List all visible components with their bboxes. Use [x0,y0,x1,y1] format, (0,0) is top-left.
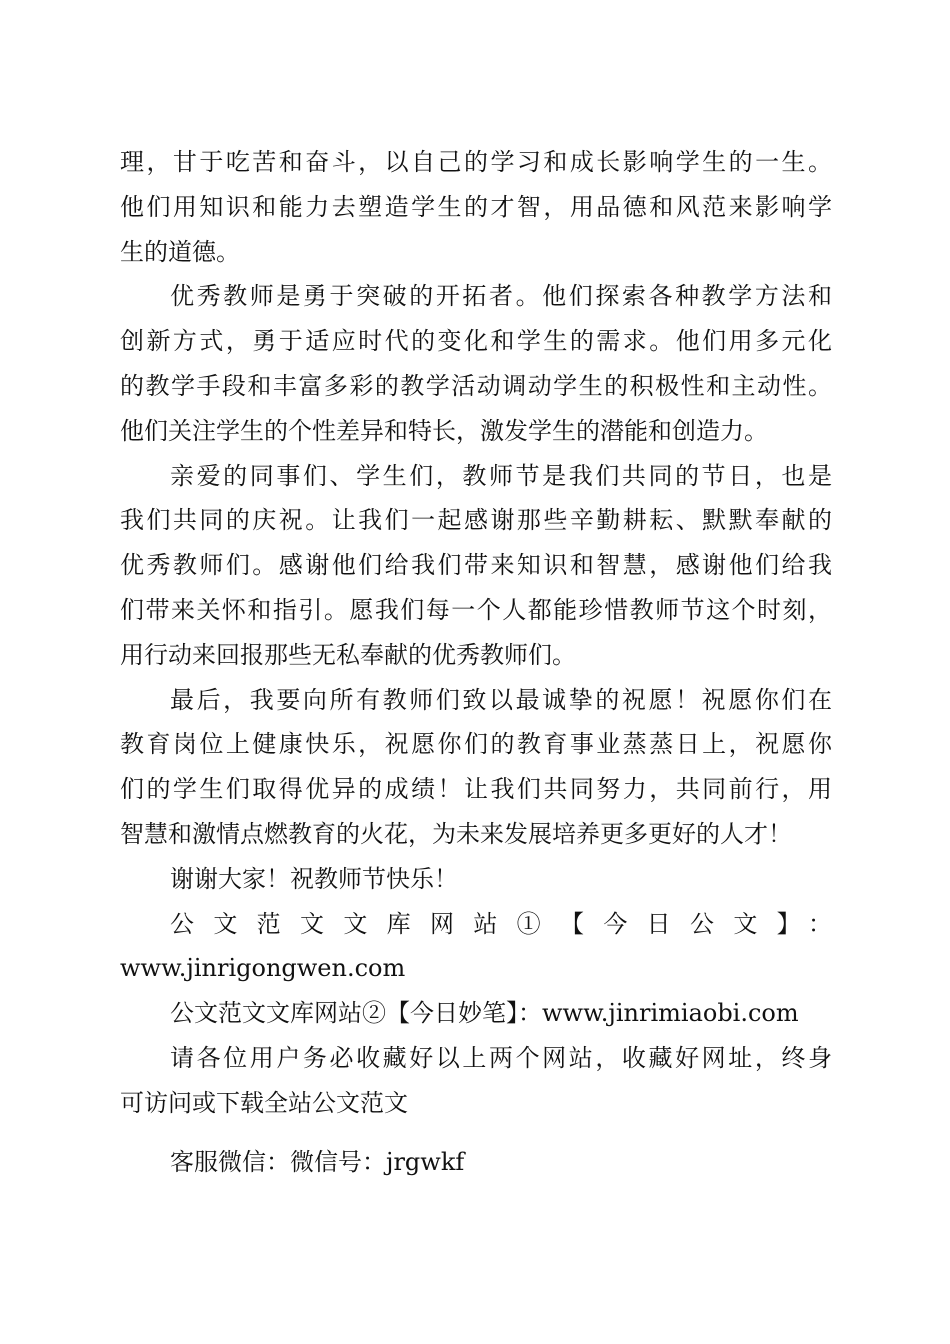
paragraph [120,678,832,857]
text-line: 优秀教师是勇于突破的开拓者。他们探索各种教学方法和 [170,282,832,311]
text-line: 他们用知识和能力去塑造学生的才智，用品德和风范来影响学 [120,192,832,221]
text-line: 的教学手段和丰富多彩的教学活动调动学生的积极性和主动性。 [120,371,832,400]
text-line: 他们关注学生的个性差异和特长，激发学生的潜能和创造力。 [120,416,768,445]
paragraph [120,1036,832,1126]
text-line: 谢谢大家！祝教师节快乐！ [170,864,458,893]
paragraph [120,991,832,1036]
paragraph [120,1140,832,1185]
text-line: 亲爱的同事们、学生们，教师节是我们共同的节日，也是 [170,461,832,490]
text-line: 最后，我要向所有教师们致以最诚挚的祝愿！祝愿你们在 [170,685,832,714]
text-line: www.jinrigongwen.com [120,954,406,983]
text-line: 优秀教师们。感谢他们给我们带来知识和智慧，感谢他们给我 [120,551,832,580]
text-line: 公文范文文库网站②【今日妙笔】：www.jinrimiaobi.com [170,999,799,1028]
document-body [120,140,832,1184]
text-line: 可访问或下载全站公文范文 [120,1088,408,1117]
text-line: 智慧和激情点燃教育的火花，为未来发展培养更多更好的人才！ [120,819,792,848]
text-line: 我们共同的庆祝。让我们一起感谢那些辛勤耕耘、默默奉献的 [120,506,832,535]
text-line: 客服微信：微信号：jrgwkf [170,1147,465,1176]
text-line: 们的学生们取得优异的成绩！让我们共同努力，共同前行，用 [120,775,832,804]
paragraph [120,274,832,453]
text-line: 公文范文文库网站①【今日公文】： [170,909,832,938]
paragraph [120,857,832,902]
paragraph [120,140,832,274]
text-line: 用行动来回报那些无私奉献的优秀教师们。 [120,640,576,669]
text-line: 创新方式，勇于适应时代的变化和学生的需求。他们用多元化 [120,327,832,356]
text-line: 教育岗位上健康快乐，祝愿你们的教育事业蒸蒸日上，祝愿你 [120,730,832,759]
paragraph [120,902,832,992]
text-line: 理，甘于吃苦和奋斗，以自己的学习和成长影响学生的一生。 [120,148,832,176]
paragraph-gap [120,1126,832,1140]
paragraph [120,454,832,678]
text-line: 们带来关怀和指引。愿我们每一个人都能珍惜教师节这个时刻， [120,595,832,624]
text-line: 请各位用户务必收藏好以上两个网站，收藏好网址，终身 [170,1043,832,1072]
text-line: 生的道德。 [120,237,240,266]
